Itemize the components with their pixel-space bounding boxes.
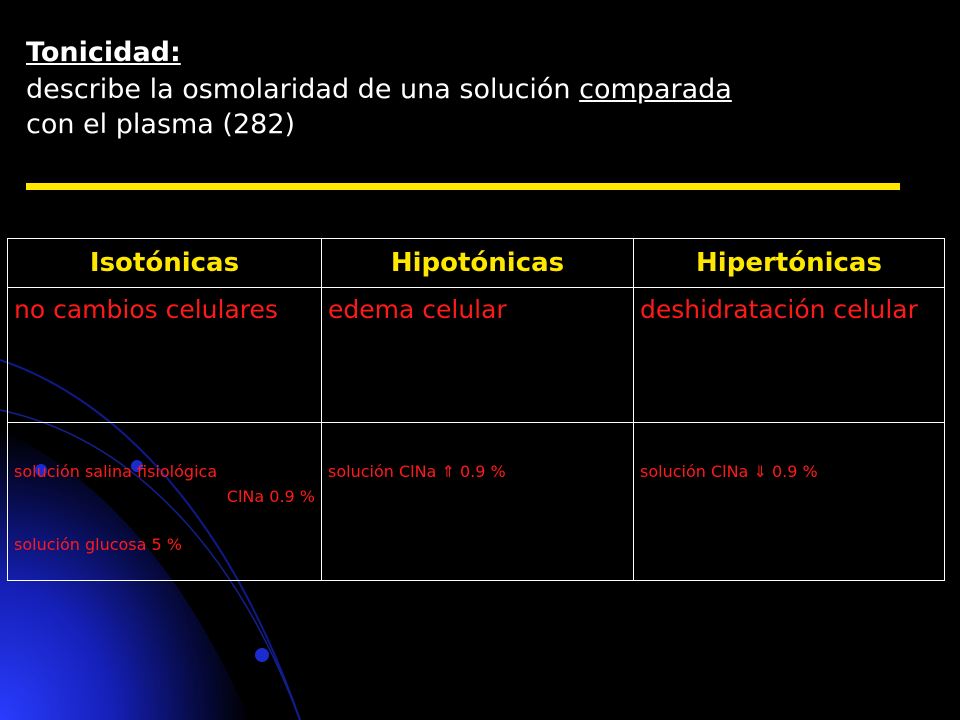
header-hypertonic: Hipertónicas [634, 239, 945, 288]
effect-hypotonic: edema celular [328, 295, 507, 324]
header-hypotonic: Hipotónicas [322, 239, 634, 288]
example-saline-concentration: ClNa 0.9 % [226, 487, 315, 506]
title-block [26, 36, 906, 142]
title-description [26, 72, 906, 142]
example-glucose: solución glucosa 5 % [14, 535, 182, 554]
example-saline: solución salina fisiológica [14, 462, 218, 481]
example-hypertonic: solución ClNa ⇓ 0.9 % [640, 462, 818, 481]
table-header-row [8, 239, 945, 288]
table-row-effects [8, 288, 945, 423]
tonicity-table [7, 238, 945, 581]
desc-underlined-word: comparada [579, 74, 732, 105]
yellow-divider [26, 183, 900, 190]
desc-part1: describe la osmolaridad de una solución [26, 74, 580, 105]
cell-isotonic-examples [8, 423, 322, 581]
cell-hypertonic-examples [634, 423, 945, 581]
example-hypotonic: solución ClNa ⇑ 0.9 % [328, 462, 506, 481]
table-row-examples [8, 423, 945, 581]
effect-isotonic: no cambios celulares [14, 295, 278, 324]
cell-hypertonic-effect [634, 288, 945, 423]
page-title: Tonicidad: [26, 37, 181, 68]
cell-hypotonic-examples [322, 423, 634, 581]
effect-hypertonic: deshidratación celular [640, 295, 918, 324]
cell-hypotonic-effect [322, 288, 634, 423]
cell-isotonic-effect [8, 288, 322, 423]
desc-part2: con el plasma (282) [26, 109, 296, 140]
decor-dot [255, 648, 269, 662]
header-isotonic: Isotónicas [8, 239, 322, 288]
